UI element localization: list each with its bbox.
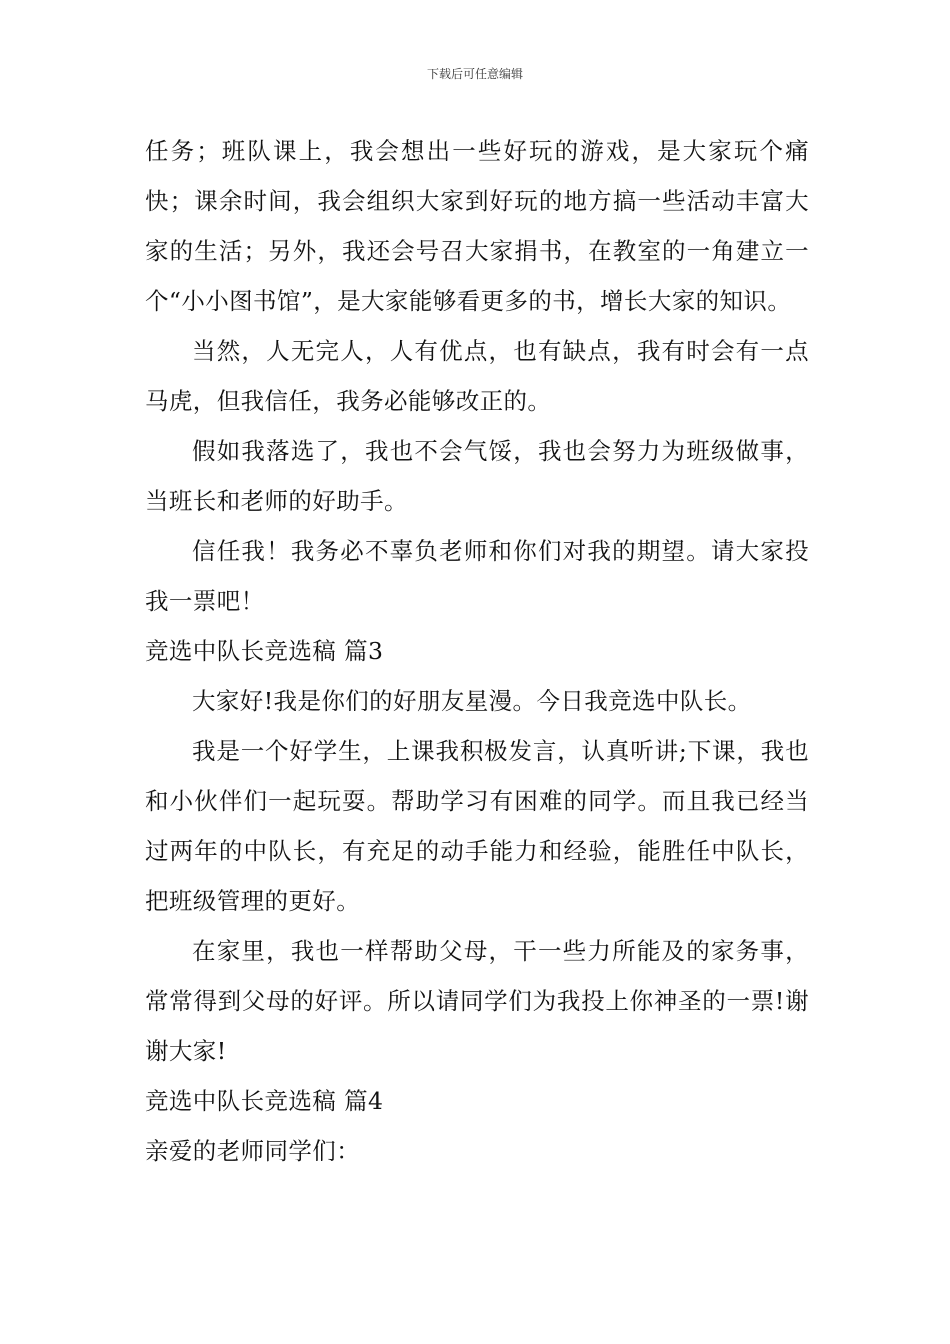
- document-body: [145, 126, 809, 1176]
- paragraph: 大家好!我是你们的好朋友星漫。今日我竞选中队长。: [192, 687, 752, 715]
- paragraph-continuation: 任务；班队课上，我会想出一些好玩的游戏，是大家玩个痛快；课余时间，我会组织大家到好玩的地方搞一些活动丰富大家的生活；另外，我还会号召大家捐书，在教室的一角建立一个“小小图书馆”，是大家能够看更多的书，增长大家的知识。: [145, 137, 809, 315]
- paragraph: 假如我落选了，我也不会气馁，我也会努力为班级做事，当班长和老师的好助手。: [145, 437, 809, 515]
- salutation: 亲爱的老师同学们：: [145, 1137, 361, 1165]
- paragraph: 我是一个好学生，上课我积极发言，认真听讲;下课，我也和小伙伴们一起玩耍。帮助学习有困难的同学。而且我已经当过两年的中队长，有充足的动手能力和经验，能胜任中队长，把班级管理的更好。: [145, 737, 809, 915]
- section-heading-3: 竞选中队长竞选稿 篇3: [145, 637, 384, 665]
- paragraph: 信任我！我务必不辜负老师和你们对我的期望。请大家投我一票吧！: [145, 537, 809, 615]
- paragraph: 当然，人无完人，人有优点，也有缺点，我有时会有一点马虎，但我信任，我务必能够改正的。: [145, 337, 809, 415]
- section-heading-4: 竞选中队长竞选稿 篇4: [145, 1087, 384, 1115]
- page-header: 下载后可任意编辑: [426, 67, 523, 81]
- paragraph: 在家里，我也一样帮助父母，干一些力所能及的家务事，常常得到父母的好评。所以请同学们为我投上你神圣的一票!谢谢大家!: [145, 937, 809, 1065]
